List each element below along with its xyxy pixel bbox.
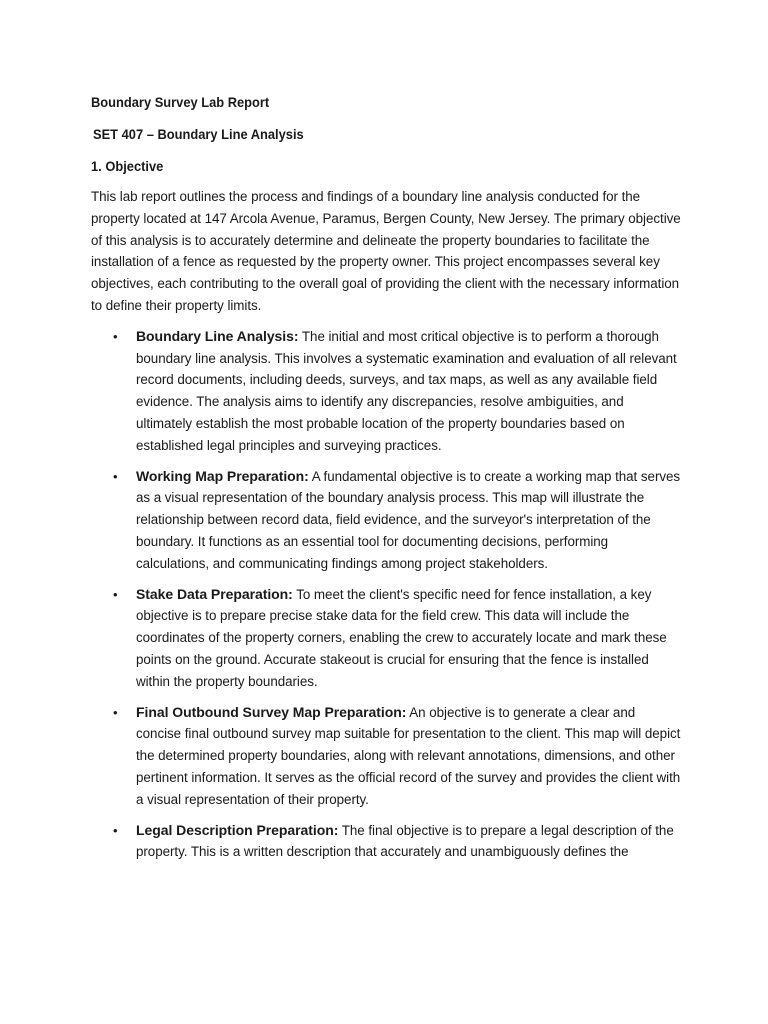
intro-paragraph: This lab report outlines the process and findings of a boundary line analysis conducted for the property located at 147 Arcola Avenue, Paramus, Bergen County, New Jersey. The primary objective of this analysis is to accurately determine and delineate the property boundaries to facilitate the installation of a fence as requested by the property owner. This project encompasses several key objectives, each contributing to the overall goal of providing the client with the necessary information to define their property limits.	[91, 189, 681, 313]
objective-item-stake-data-preparation	[91, 584, 681, 693]
document-subtitle: SET 407 – Boundary Line Analysis	[93, 126, 304, 142]
document-page	[91, 92, 681, 872]
objective-item-working-map-preparation	[91, 466, 681, 575]
bullet-icon: •	[113, 586, 118, 602]
objectives-list	[91, 326, 681, 863]
section-heading: 1. Objective	[91, 158, 164, 174]
bullet-icon: •	[113, 822, 118, 838]
bullet-icon: •	[113, 704, 118, 720]
bullet-icon: •	[113, 468, 118, 484]
objective-text: To meet the client's specific need for fence installation, a key objective is to prepare precise stake data for the field crew. This data will include the coordinates of the property corners, enabling the crew to accurately locate and mark these points on the ground. Accurate stakeout is crucial for ensuring that the fence is installed within the property boundaries.	[136, 586, 667, 689]
objective-text: An objective is to generate a clear and concise final outbound survey map suitable for presentation to the client. This map will depict the determined property boundaries, along with relevant annotations, dimensions, and other pertinent information. It serves as the official record of the survey and provides the client with a visual representation of their property.	[136, 704, 681, 807]
objective-title: Stake Data Preparation:	[136, 585, 293, 602]
objective-item-legal-description-preparation	[91, 820, 681, 864]
bullet-icon: •	[113, 328, 118, 344]
objective-item-boundary-line-analysis	[91, 326, 681, 457]
objective-title: Legal Description Preparation:	[136, 821, 339, 838]
objective-title: Boundary Line Analysis:	[136, 327, 299, 344]
document-title: Boundary Survey Lab Report	[91, 94, 270, 110]
objective-item-final-outbound-survey-map	[91, 702, 681, 811]
objective-title: Working Map Preparation:	[136, 467, 309, 484]
objective-title: Final Outbound Survey Map Preparation:	[136, 703, 407, 720]
objective-text: A fundamental objective is to create a working map that serves as a visual representation of the boundary analysis process. This map will illustrate the relationship between record data, field evidence, and the surveyor's interpretation of the boundary. It functions as an essential tool for documenting decisions, performing calculations, and communicating findings among project stakeholders.	[136, 468, 681, 571]
objective-text: The initial and most critical objective is to perform a thorough boundary line analysis. This involves a systematic examination and evaluation of all relevant record documents, including deeds, surveys, and tax maps, as well as any available field evidence. The analysis aims to identify any discrepancies, resolve ambiguities, and ultimately establish the most probable location of the property boundaries based on established legal principles and surveying practices.	[136, 328, 677, 453]
objective-text: The final objective is to prepare a legal description of the property. This is a written description that accurately and unambiguously defines the	[136, 822, 674, 860]
